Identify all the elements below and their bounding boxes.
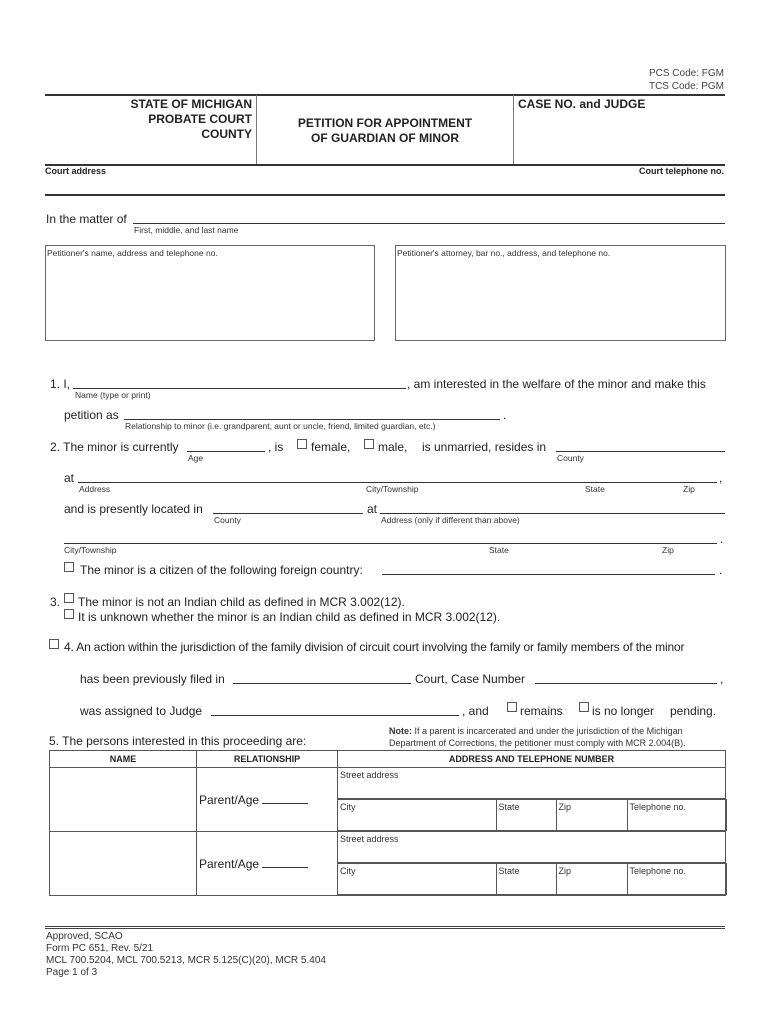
phone-field[interactable] <box>627 864 726 895</box>
header-divider-right <box>513 95 514 164</box>
footer-rule <box>45 926 725 929</box>
filed-in-label: has been previously filed in <box>80 672 225 686</box>
petition-as-label: petition as <box>64 408 119 422</box>
table-row <box>50 832 726 896</box>
zip-caption2: Zip <box>662 545 674 555</box>
not-indian-child-label: The minor is not an Indian child as defined in MCR 3.002(12). <box>78 595 405 609</box>
phone-field[interactable] <box>627 800 726 831</box>
located-period: . <box>720 532 724 546</box>
state-field[interactable] <box>496 800 556 831</box>
city-state-zip-row <box>338 863 727 895</box>
footer-page: Page 1 of 3 <box>46 967 98 978</box>
persons-table <box>49 750 726 896</box>
note-bold: Note: <box>389 726 412 736</box>
resides-label: is unmarried, resides in <box>422 440 547 454</box>
parent-age-label: Parent/Age <box>199 792 260 807</box>
matter-label: In the matter of <box>46 212 127 226</box>
item1-prefix: 1. I, <box>50 377 71 391</box>
pending-label: pending. <box>670 704 717 718</box>
zip-field[interactable] <box>556 864 627 895</box>
state-field[interactable] <box>496 864 556 895</box>
county-caption: County <box>557 453 584 463</box>
note-text1: If a parent is incarcerated and under the jurisdiction of the Michigan <box>412 726 683 736</box>
col-name: NAME <box>50 751 197 768</box>
male-checkbox[interactable] <box>364 439 374 449</box>
table-row <box>50 768 726 832</box>
address-diff-caption: Address (only if different than above) <box>381 515 520 525</box>
at-label: at <box>64 471 75 485</box>
minor-name-caption: First, middle, and last name <box>134 225 239 235</box>
incarcerated-note-line2: Department of Corrections, the petitioner must comply with MCR 2.004(B). <box>389 738 686 748</box>
petitioner-name-field[interactable] <box>73 388 406 389</box>
unknown-indian-child-checkbox[interactable] <box>64 609 74 619</box>
located-county-caption: County <box>214 515 241 525</box>
parent-age-label: Parent/Age <box>199 856 260 871</box>
header-bottom-rule <box>45 164 725 166</box>
city-label: City <box>340 802 356 812</box>
item5-label: 5. The persons interested in this proceeding are: <box>49 734 307 748</box>
state-caption: State <box>585 484 605 494</box>
address-comma: , <box>719 471 723 485</box>
attorney-box[interactable] <box>395 245 726 341</box>
city-caption2: City/Township <box>64 545 117 555</box>
person-name-cell[interactable] <box>50 768 197 832</box>
assigned-judge-label: was assigned to Judge <box>80 704 203 718</box>
item1-suffix: , am interested in the welfare of the minor and make this <box>407 377 706 391</box>
located-address-field[interactable] <box>380 513 725 514</box>
city-state-zip-row <box>338 799 727 831</box>
residence-county-field[interactable] <box>556 451 725 452</box>
street-address-field[interactable] <box>338 832 725 863</box>
parent-age-field[interactable] <box>262 803 308 804</box>
foreign-country-field[interactable] <box>382 574 715 575</box>
remains-label: remains <box>520 704 563 718</box>
court-address-label: Court address <box>45 166 107 176</box>
at2-label: at <box>367 502 378 516</box>
item3-number: 3. <box>50 595 61 609</box>
footer-statutes: MCL 700.5204, MCL 700.5213, MCR 5.125(C)(20), MCR 5.404 <box>46 955 326 966</box>
court-case-label: Court, Case Number <box>415 672 526 686</box>
and-label: , and <box>462 704 489 718</box>
street-address-field[interactable] <box>338 768 725 799</box>
city-caption: City/Township <box>366 484 419 494</box>
unknown-indian-child-label: It is unknown whether the minor is an Indian child as defined in MCR 3.002(12). <box>78 610 501 624</box>
incarcerated-note-line1 <box>389 726 683 736</box>
foreign-citizen-checkbox[interactable] <box>64 562 74 572</box>
state-label: STATE OF MICHIGAN <box>130 97 252 111</box>
street-label: Street address <box>340 834 399 844</box>
zip-label: Zip <box>558 866 572 876</box>
male-label: male, <box>378 440 408 454</box>
address-cell <box>338 768 726 832</box>
phone-label: Telephone no. <box>629 802 687 812</box>
located-label: and is presently located in <box>64 502 203 516</box>
state-label: State <box>498 802 520 812</box>
petitioner-box[interactable] <box>45 245 375 341</box>
address-caption: Address <box>79 484 111 494</box>
remains-checkbox[interactable] <box>507 702 517 712</box>
age-field[interactable] <box>187 451 265 452</box>
residence-address-field[interactable] <box>78 482 717 483</box>
city-label: City <box>340 866 356 876</box>
prior-case-number-field[interactable] <box>535 683 717 684</box>
case-no-judge-label: CASE NO. and JUDGE <box>518 97 646 111</box>
phone-label: Telephone no. <box>629 866 687 876</box>
relationship-field[interactable] <box>124 419 500 420</box>
item1-period: . <box>503 408 507 422</box>
col-address-phone: ADDRESS AND TELEPHONE NUMBER <box>338 751 726 768</box>
no-longer-label: is no longer <box>592 704 655 718</box>
zip-field[interactable] <box>556 800 627 831</box>
prior-action-checkbox[interactable] <box>49 639 59 649</box>
item2-prefix: 2. The minor is currently <box>50 440 179 454</box>
zip-label: Zip <box>558 802 572 812</box>
located-county-field[interactable] <box>213 513 363 514</box>
case-comma: , <box>720 672 724 686</box>
relationship-caption: Relationship to minor (i.e. grandparent, aunt or uncle, friend, limited guardian, etc.) <box>125 421 436 431</box>
item4-line1: 4. An action within the jurisdiction of the family division of circuit court involving the family or family members of the minor <box>64 640 685 654</box>
no-longer-checkbox[interactable] <box>579 702 589 712</box>
tcs-code: TCS Code: PGM <box>648 81 724 92</box>
petitioner-box-label: Petitioner's name, address and telephone no. <box>47 248 218 258</box>
footer-approved: Approved, SCAO <box>46 931 123 942</box>
female-checkbox[interactable] <box>297 439 307 449</box>
relationship-cell[interactable] <box>197 832 338 896</box>
is-label: , is <box>268 440 284 454</box>
city-field[interactable] <box>338 800 496 831</box>
pcs-code: PCS Code: FGM <box>648 68 724 79</box>
county-label: COUNTY <box>201 127 252 141</box>
col-relationship: RELATIONSHIP <box>197 751 338 768</box>
prior-judge-field[interactable] <box>211 715 459 716</box>
persons-table-header <box>50 751 726 768</box>
state-label: State <box>498 866 520 876</box>
female-label: female, <box>311 440 351 454</box>
relationship-cell[interactable] <box>197 768 338 832</box>
form-title-line1: PETITION FOR APPOINTMENT <box>297 116 473 130</box>
case-no-judge-field[interactable] <box>518 112 724 162</box>
zip-caption: Zip <box>683 484 695 494</box>
street-label: Street address <box>340 770 399 780</box>
parent-age-field[interactable] <box>262 867 308 868</box>
attorney-box-label: Petitioner's attorney, bar no., address, and telephone no. <box>397 248 611 258</box>
court-address-field[interactable] <box>45 177 725 193</box>
petitioner-name-caption: Name (type or print) <box>75 390 151 400</box>
header-top-rule <box>45 94 725 96</box>
prior-court-field[interactable] <box>233 683 411 684</box>
foreign-citizen-label: The minor is a citizen of the following foreign country: <box>80 563 363 577</box>
court-phone-label: Court telephone no. <box>639 166 724 176</box>
minor-name-field[interactable] <box>133 223 725 224</box>
not-indian-child-checkbox[interactable] <box>64 593 74 603</box>
probate-court-label: PROBATE COURT <box>148 112 252 126</box>
state-caption2: State <box>489 545 509 555</box>
age-caption: Age <box>188 453 204 463</box>
court-address-rule <box>45 194 725 196</box>
footer-form-number: Form PC 651, Rev. 5/21 <box>46 943 154 954</box>
form-title-line2: OF GUARDIAN OF MINOR <box>311 131 459 145</box>
city-field[interactable] <box>338 864 496 895</box>
located-city-state-zip-field[interactable] <box>64 543 717 544</box>
person-name-cell[interactable] <box>50 832 197 896</box>
foreign-period: . <box>719 563 723 577</box>
address-cell <box>338 832 726 896</box>
